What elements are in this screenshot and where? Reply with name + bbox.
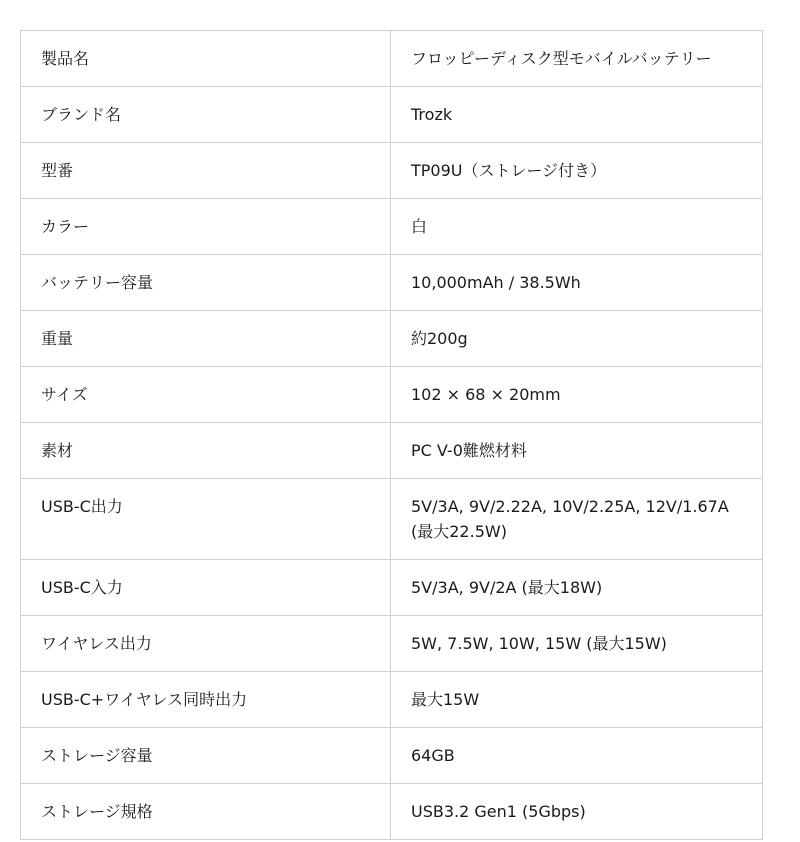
spec-row-storage-capacity (21, 728, 763, 784)
spec-value: USB3.2 Gen1 (5Gbps) (391, 784, 763, 840)
spec-label: 型番 (21, 143, 391, 199)
spec-value: 白 (391, 199, 763, 255)
spec-row-weight (21, 311, 763, 367)
spec-value: 5V/3A, 9V/2.22A, 10V/2.25A, 12V/1.67A (最大22.5W) (391, 479, 763, 560)
spec-value: PC V-0難燃材料 (391, 423, 763, 479)
spec-label: ブランド名 (21, 87, 391, 143)
spec-row-material (21, 423, 763, 479)
spec-value: 5W, 7.5W, 10W, 15W (最大15W) (391, 616, 763, 672)
spec-label: ストレージ容量 (21, 728, 391, 784)
spec-label: サイズ (21, 367, 391, 423)
spec-label: 重量 (21, 311, 391, 367)
spec-value: 5V/3A, 9V/2A (最大18W) (391, 560, 763, 616)
spec-label: バッテリー容量 (21, 255, 391, 311)
spec-table-body (21, 31, 763, 840)
spec-row-simultaneous-output (21, 672, 763, 728)
spec-row-usbc-input (21, 560, 763, 616)
spec-row-brand (21, 87, 763, 143)
spec-label: 製品名 (21, 31, 391, 87)
spec-table (20, 30, 763, 840)
spec-label: ワイヤレス出力 (21, 616, 391, 672)
spec-value: Trozk (391, 87, 763, 143)
spec-row-usbc-output (21, 479, 763, 560)
spec-value: 102 × 68 × 20mm (391, 367, 763, 423)
spec-value: 64GB (391, 728, 763, 784)
spec-row-color (21, 199, 763, 255)
spec-label: USB-C出力 (21, 479, 391, 560)
spec-label: ストレージ規格 (21, 784, 391, 840)
spec-label: USB-C+ワイヤレス同時出力 (21, 672, 391, 728)
spec-value: 最大15W (391, 672, 763, 728)
spec-row-product-name (21, 31, 763, 87)
spec-value: 約200g (391, 311, 763, 367)
spec-value: フロッピーディスク型モバイルバッテリー (391, 31, 763, 87)
spec-label: カラー (21, 199, 391, 255)
spec-row-size (21, 367, 763, 423)
spec-label: 素材 (21, 423, 391, 479)
spec-row-model-number (21, 143, 763, 199)
spec-row-storage-standard (21, 784, 763, 840)
spec-value: 10,000mAh / 38.5Wh (391, 255, 763, 311)
spec-row-battery-capacity (21, 255, 763, 311)
spec-label: USB-C入力 (21, 560, 391, 616)
spec-row-wireless-output (21, 616, 763, 672)
spec-value: TP09U（ストレージ付き） (391, 143, 763, 199)
